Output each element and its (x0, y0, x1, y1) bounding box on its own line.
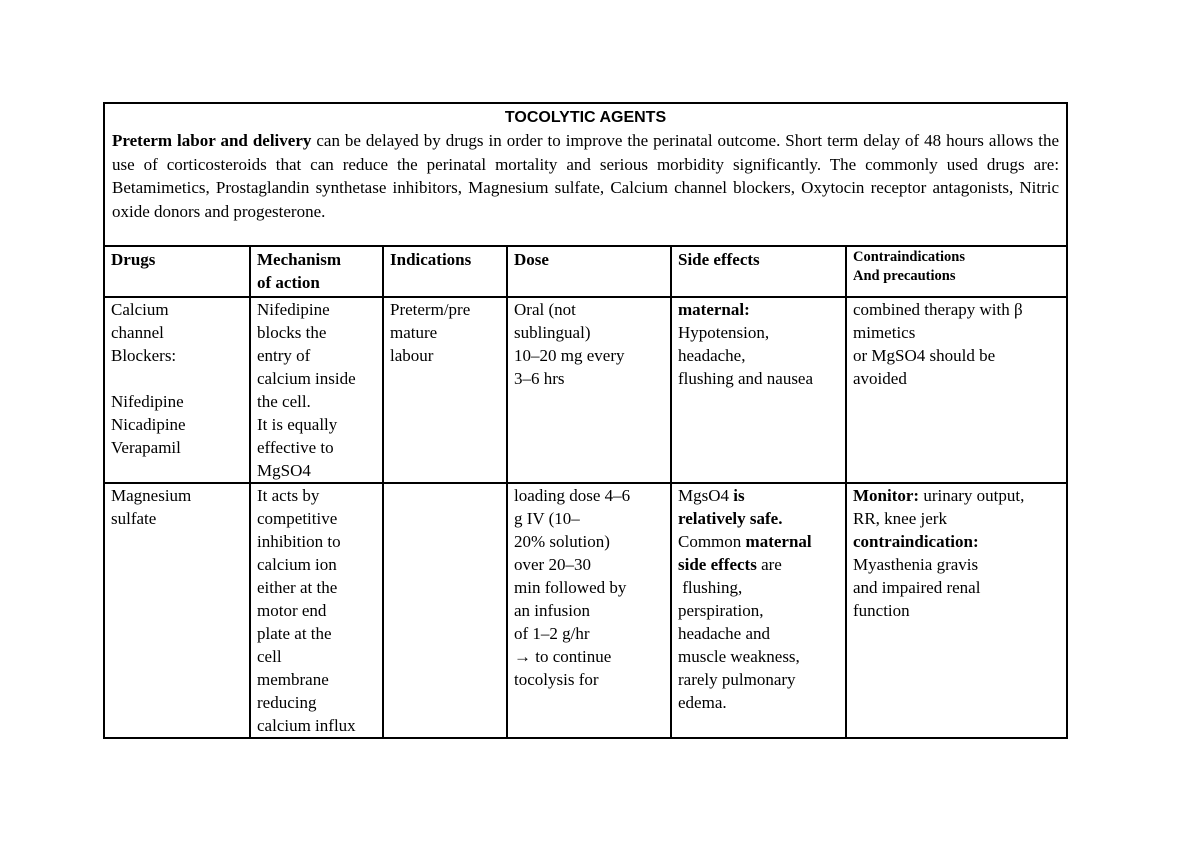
header-drugs (104, 246, 250, 297)
cell-line: Hypotension, (678, 323, 770, 342)
cell-line: tocolysis for (514, 670, 599, 689)
cell-line: competitive (257, 509, 338, 528)
cell-line: Magnesium (111, 486, 192, 505)
cell-line: calcium inside (257, 369, 356, 388)
header-mechanism-label-2: of action (257, 273, 320, 292)
header-mechanism-label-1: Mechanism (257, 250, 342, 269)
cell-line: Myasthenia gravis (853, 555, 979, 574)
cell-line: g IV (10– (514, 509, 580, 528)
cell-line: sulfate (111, 509, 157, 528)
table-header-row (104, 246, 1067, 297)
cell-line: the cell. (257, 392, 311, 411)
cell-line (853, 530, 1060, 553)
cell-line: perspiration, (678, 601, 764, 620)
cell-line-bold: maternal: (678, 300, 750, 319)
header-dose (507, 246, 671, 297)
cell-line: blocks the (257, 323, 327, 342)
table-row-calcium-channel-blockers (104, 297, 1067, 483)
header-dose-label: Dose (514, 250, 549, 269)
cell-line: over 20–30 (514, 555, 591, 574)
header-contra-label-2: And precautions (853, 268, 956, 284)
text-run: are (756, 555, 782, 574)
header-indications (383, 246, 507, 297)
cell-line: cell (257, 647, 282, 666)
cell-line: motor end (257, 601, 327, 620)
cell-line: effective to (257, 438, 334, 457)
cell-line: RR, knee jerk (853, 509, 947, 528)
cell-line: It acts by (257, 486, 320, 505)
cell-line (678, 530, 839, 553)
cell-line: function (853, 601, 910, 620)
cell-line (678, 553, 839, 576)
cell-line: Blockers: (111, 346, 177, 365)
cell-line: either at the (257, 578, 338, 597)
header-indications-label: Indications (390, 250, 472, 269)
cell-indications (383, 297, 507, 483)
cell-line: or MgSO4 should be (853, 346, 996, 365)
text-run-bold: is (733, 486, 745, 505)
cell-line: muscle weakness, (678, 647, 800, 666)
header-drugs-label: Drugs (111, 250, 156, 269)
cell-line: Nicadipine (111, 415, 186, 434)
header-side-effects-label: Side effects (678, 250, 760, 269)
cell-line: min followed by (514, 578, 627, 597)
page-title: TOCOLYTIC AGENTS (504, 109, 667, 126)
cell-line: Calcium (111, 300, 169, 319)
cell-side-effects (671, 483, 846, 738)
cell-line: plate at the (257, 624, 332, 643)
cell-line: headache, (678, 346, 746, 365)
intro-paragraph (112, 129, 1059, 223)
cell-line: mimetics (853, 323, 916, 342)
cell-line: MgSO4 (257, 461, 311, 480)
cell-line: and impaired renal (853, 578, 981, 597)
text-run: MgsO4 (678, 486, 734, 505)
cell-line: edema. (678, 693, 727, 712)
cell-mechanism (250, 483, 383, 738)
cell-line: loading dose 4–6 (514, 486, 631, 505)
text-run: urinary output, (919, 486, 1025, 505)
table-row-magnesium-sulfate (104, 483, 1067, 738)
cell-line: entry of (257, 346, 311, 365)
text-run: Common (678, 532, 746, 551)
cell-line: combined therapy with β (853, 300, 1023, 319)
cell-line (853, 484, 1060, 507)
intro-body: can be delayed by drugs in order to improve the perinatal outcome. Short term delay of 48 hours allows the use of corticosteroids that can reduce the perinatal mortality and serious morbidity significantly. The commonly used drugs are: Betamimetics, Prostaglandin synthetase inhibitors, Magnesium sulfate, Calcium channel blockers, Oxytocin receptor antagonists, Nitric oxide donors and progesterone. (112, 131, 1060, 221)
header-contra-label-1: Contraindications (853, 249, 965, 265)
cell-line: 10–20 mg every (514, 346, 625, 365)
cell-line: Nifedipine (257, 300, 330, 319)
cell-contraindications (846, 483, 1067, 738)
cell-mechanism (250, 297, 383, 483)
cell-line: of 1–2 g/hr (514, 624, 590, 643)
cell-line: Preterm/pre (390, 300, 471, 319)
text-run-bold: maternal (745, 532, 812, 551)
cell-line: membrane (257, 670, 329, 689)
cell-line: 3–6 hrs (514, 369, 565, 388)
cell-line: calcium influx (257, 716, 356, 735)
cell-line: channel (111, 323, 164, 342)
intro-bold-lead: Preterm labor and delivery (112, 131, 312, 150)
tocolytic-agents-table (103, 102, 1068, 739)
intro-cell (104, 103, 1067, 246)
cell-drugs (104, 483, 250, 738)
cell-indications (383, 483, 507, 738)
cell-line: flushing, (678, 578, 743, 597)
text-run-bold: side effects (678, 555, 757, 574)
cell-line: flushing and nausea (678, 369, 814, 388)
cell-line: inhibition to (257, 532, 341, 551)
cell-line: reducing (257, 693, 317, 712)
cell-line: headache and (678, 624, 771, 643)
cell-line: calcium ion (257, 555, 337, 574)
cell-line: labour (390, 346, 434, 365)
header-contraindications (846, 246, 1067, 297)
cell-line: avoided (853, 369, 907, 388)
text-run-bold: contraindication: (853, 532, 979, 551)
cell-line: It is equally (257, 415, 338, 434)
cell-line: → to continue (514, 647, 612, 666)
cell-line: Oral (not (514, 300, 576, 319)
cell-line: mature (390, 323, 438, 342)
cell-side-effects (671, 297, 846, 483)
cell-line: sublingual) (514, 323, 591, 342)
line-gap (111, 367, 243, 390)
header-mechanism (250, 246, 383, 297)
cell-line (678, 507, 839, 530)
cell-line: Verapamil (111, 438, 181, 457)
cell-line: an infusion (514, 601, 591, 620)
cell-dose (507, 297, 671, 483)
text-run-bold: relatively safe. (678, 509, 783, 528)
cell-dose (507, 483, 671, 738)
cell-line: rarely pulmonary (678, 670, 796, 689)
cell-line (678, 484, 839, 507)
header-side-effects (671, 246, 846, 297)
cell-drugs (104, 297, 250, 483)
intro-row (104, 103, 1067, 246)
cell-line: Nifedipine (111, 392, 184, 411)
cell-line: 20% solution) (514, 532, 610, 551)
cell-contraindications (846, 297, 1067, 483)
text-run-bold: Monitor: (853, 486, 920, 505)
